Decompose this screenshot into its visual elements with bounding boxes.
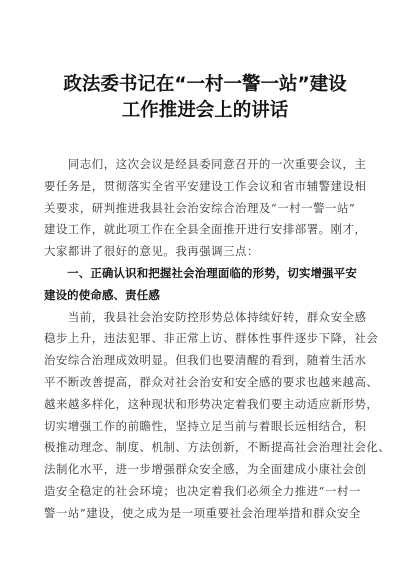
body-line: 极推动理念、制度、机制、方法创新，不断提高社会治理社会化、 [44,440,391,455]
intro-line: 关要求，研判推进我县社会治安综合治理及“一村一警一站” [44,200,356,215]
body-line: 治安综合治理成效明显。但我们也要清醒的看到，随着生活水 [44,353,367,368]
body-line: 切实增强工作的前瞻性，坚持立足当前与着眼长远相结合，积 [44,418,367,433]
intro-line: 建设工作，就此项工作在全县全面推开进行安排部署。刚才， [44,222,367,237]
section-1-body [44,307,391,525]
heading-line: 一、正确认识和把握社会治理面临的形势，切实增强平安 [44,265,357,280]
intro-line: 同志们，这次会议是经县委同意召开的一次重要会议，主 [44,157,367,171]
document-title [44,72,366,124]
intro-line: 大家都讲了很好的意见。我再强调三点： [44,244,259,259]
body-line: 平不断改善提高，群众对社会治安和安全感的要求也越来越高、 [44,374,379,389]
heading-line: 建设的使命感、责任感 [44,287,160,302]
intro-paragraph [44,154,366,263]
section-1-heading [44,263,366,307]
body-line: 造安全稳定的社会环境；也决定着我们必须全力推进“一村一 [44,483,361,498]
intro-line: 要任务是，贯彻落实全省平安建设工作会议和省市辅警建设相 [44,178,367,193]
body-line: 越来越多样化，这种现状和形势决定着我们要主动适应新形势， [44,396,379,411]
body-line: 警一站”建设，使之成为是一项重要社会治理举措和群众安全 [44,505,361,520]
body-line: 稳步上升，违法犯罪、非正常上访、群体性事件逐步下降，社会 [44,331,379,346]
title-line-2: 工作推进会上的讲话 [121,100,289,121]
title-line-1: 政法委书记在“一村一警一站”建设 [63,74,347,95]
body-line: 当前，我县社会治安防控形势总体持续好转，群众安全感 [44,309,367,324]
body-line: 法制化水平，进一步增强群众安全感，为全面建成小康社会创 [44,462,367,477]
